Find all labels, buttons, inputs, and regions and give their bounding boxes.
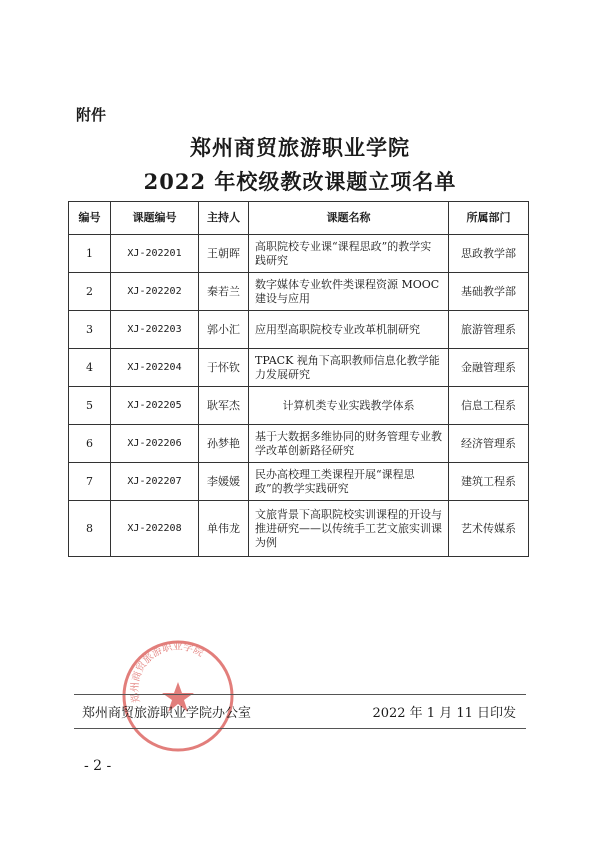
row-department: 建筑工程系 (449, 463, 529, 501)
row-project-name: 应用型高职院校专业改革机制研究 (249, 311, 449, 349)
row-leader: 单伟龙 (199, 501, 249, 557)
row-project-code: XJ-202204 (111, 349, 199, 387)
row-project-code: XJ-202208 (111, 501, 199, 557)
row-leader: 郭小汇 (199, 311, 249, 349)
table-header-row (69, 202, 529, 235)
header-project-code: 课题编号 (111, 202, 199, 235)
row-number: 7 (69, 463, 111, 501)
row-leader: 孙梦艳 (199, 425, 249, 463)
row-department: 经济管理系 (449, 425, 529, 463)
row-number: 4 (69, 349, 111, 387)
header-department: 所属部门 (449, 202, 529, 235)
attachment-label: 附件 (76, 106, 107, 124)
table-row (69, 463, 529, 501)
header-leader: 主持人 (199, 202, 249, 235)
row-leader: 耿军杰 (199, 387, 249, 425)
row-project-name: 文旅背景下高职院校实训课程的开设与推进研究——以传统手工艺文旅实训课为例 (249, 501, 449, 557)
table-row (69, 311, 529, 349)
row-number: 6 (69, 425, 111, 463)
row-department: 艺术传媒系 (449, 501, 529, 557)
row-project-name: 计算机类专业实践教学体系 (249, 387, 449, 425)
table-row (69, 425, 529, 463)
header-project-name: 课题名称 (249, 202, 449, 235)
row-project-name: 民办高校理工类课程开展“课程思政”的教学实践研究 (249, 463, 449, 501)
footer-issuing-office: 郑州商贸旅游职业学院办公室 (82, 706, 252, 721)
row-number: 5 (69, 387, 111, 425)
row-leader: 王朝晖 (199, 235, 249, 273)
row-number: 2 (69, 273, 111, 311)
row-number: 1 (69, 235, 111, 273)
row-project-code: XJ-202201 (111, 235, 199, 273)
row-project-name: 数字媒体专业软件类课程资源 MOOC 建设与应用 (249, 273, 449, 311)
row-department: 旅游管理系 (449, 311, 529, 349)
table-row (69, 235, 529, 273)
row-project-code: XJ-202205 (111, 387, 199, 425)
table-row (69, 387, 529, 425)
row-department: 金融管理系 (449, 349, 529, 387)
row-project-code: XJ-202207 (111, 463, 199, 501)
row-project-name: TPACK 视角下高职教师信息化教学能力发展研究 (249, 349, 449, 387)
document-title-institution: 郑州商贸旅游职业学院 (190, 135, 410, 160)
project-list-table (68, 201, 529, 557)
table-row (69, 273, 529, 311)
row-leader: 李媛媛 (199, 463, 249, 501)
row-project-name: 高职院校专业课“课程思政”的教学实践研究 (249, 235, 449, 273)
document-title-list: 2022 年校级教改课题立项名单 (143, 169, 457, 194)
row-project-code: XJ-202202 (111, 273, 199, 311)
footer-divider-top (74, 694, 526, 695)
row-department: 信息工程系 (449, 387, 529, 425)
seal-text: 郑州商贸旅游职业学院 (129, 641, 206, 704)
row-number: 8 (69, 501, 111, 557)
row-department: 思政教学部 (449, 235, 529, 273)
table-row (69, 501, 529, 557)
row-department: 基础教学部 (449, 273, 529, 311)
table-row (69, 349, 529, 387)
row-number: 3 (69, 311, 111, 349)
row-leader: 于怀钦 (199, 349, 249, 387)
footer-issue-date: 2022 年 1 月 11 日印发 (372, 706, 516, 721)
page-number: - 2 - (84, 758, 112, 774)
row-leader: 秦若兰 (199, 273, 249, 311)
row-project-code: XJ-202206 (111, 425, 199, 463)
header-number: 编号 (69, 202, 111, 235)
official-seal (120, 638, 236, 754)
row-project-name: 基于大数据多维协同的财务管理专业教学改革创新路径研究 (249, 425, 449, 463)
row-project-code: XJ-202203 (111, 311, 199, 349)
footer-divider-bottom (74, 728, 526, 729)
